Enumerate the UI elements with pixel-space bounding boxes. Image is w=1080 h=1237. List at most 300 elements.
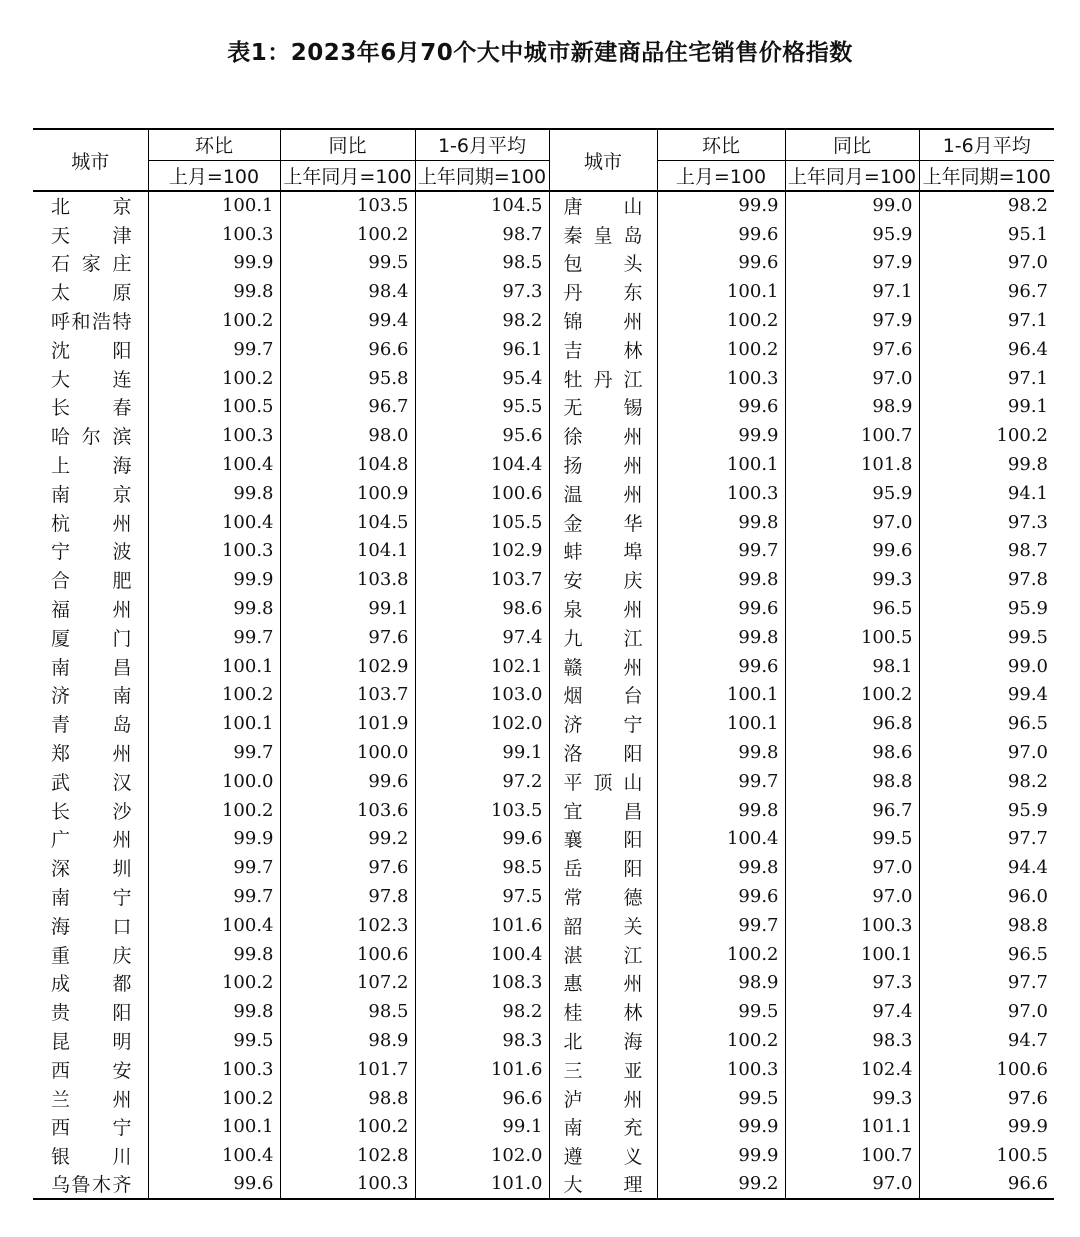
avg-cell: 96.6 — [415, 1084, 549, 1113]
city-cell: 贵阳 — [33, 997, 148, 1026]
avg-cell: 100.5 — [919, 1141, 1054, 1170]
avg-cell: 96.6 — [919, 1170, 1054, 1199]
yoy-cell: 101.9 — [280, 709, 415, 738]
table-row — [33, 508, 1054, 537]
avg-cell: 98.6 — [415, 594, 549, 623]
mom-cell: 99.6 — [657, 594, 785, 623]
yoy-cell: 102.8 — [280, 1141, 415, 1170]
header-avg-right: 1-6月平均 — [919, 129, 1054, 160]
table-row — [33, 940, 1054, 969]
table-row — [33, 277, 1054, 306]
yoy-cell: 103.8 — [280, 565, 415, 594]
yoy-cell: 97.6 — [280, 853, 415, 882]
mom-cell: 100.1 — [148, 191, 280, 220]
yoy-cell: 100.2 — [280, 220, 415, 249]
table-row — [33, 853, 1054, 882]
avg-cell: 96.7 — [919, 277, 1054, 306]
mom-cell: 99.8 — [148, 479, 280, 508]
avg-cell: 100.6 — [415, 479, 549, 508]
yoy-cell: 100.7 — [785, 1141, 919, 1170]
avg-cell: 97.4 — [415, 623, 549, 652]
yoy-cell: 97.4 — [785, 997, 919, 1026]
avg-cell: 101.0 — [415, 1170, 549, 1199]
mom-cell: 100.2 — [148, 364, 280, 393]
page-title: 表1：2023年6月70个大中城市新建商品住宅销售价格指数 — [227, 40, 853, 66]
yoy-cell: 97.6 — [280, 623, 415, 652]
city-cell: 锦州 — [549, 306, 657, 335]
city-cell: 武汉 — [33, 767, 148, 796]
mom-cell: 100.4 — [148, 508, 280, 537]
mom-cell: 100.1 — [148, 652, 280, 681]
header-yoy-base-right: 上年同月=100 — [785, 160, 919, 191]
city-cell: 重庆 — [33, 940, 148, 969]
mom-cell: 99.2 — [657, 1170, 785, 1199]
mom-cell: 99.9 — [657, 421, 785, 450]
yoy-cell: 97.0 — [785, 1170, 919, 1199]
header-mom-left: 环比 — [148, 129, 280, 160]
avg-cell: 98.2 — [919, 767, 1054, 796]
city-cell: 海口 — [33, 911, 148, 940]
yoy-cell: 100.3 — [785, 911, 919, 940]
table-row — [33, 681, 1054, 710]
mom-cell: 99.8 — [148, 940, 280, 969]
city-cell: 长沙 — [33, 796, 148, 825]
yoy-cell: 99.1 — [280, 594, 415, 623]
yoy-cell: 96.7 — [280, 393, 415, 422]
yoy-cell: 95.8 — [280, 364, 415, 393]
city-cell: 乌鲁木齐 — [33, 1170, 148, 1199]
city-cell: 西宁 — [33, 1113, 148, 1142]
mom-cell: 100.2 — [148, 969, 280, 998]
city-cell: 湛江 — [549, 940, 657, 969]
avg-cell: 94.7 — [919, 1026, 1054, 1055]
mom-cell: 100.2 — [657, 335, 785, 364]
city-cell: 宜昌 — [549, 796, 657, 825]
city-cell: 宁波 — [33, 537, 148, 566]
yoy-cell: 103.6 — [280, 796, 415, 825]
avg-cell: 98.5 — [415, 249, 549, 278]
avg-cell: 97.0 — [919, 738, 1054, 767]
table-row — [33, 1170, 1054, 1199]
table-row — [33, 393, 1054, 422]
city-cell: 南宁 — [33, 882, 148, 911]
table-row — [33, 306, 1054, 335]
yoy-cell: 102.4 — [785, 1055, 919, 1084]
avg-cell: 96.5 — [919, 709, 1054, 738]
city-cell: 长春 — [33, 393, 148, 422]
mom-cell: 99.7 — [657, 767, 785, 796]
avg-cell: 102.1 — [415, 652, 549, 681]
avg-cell: 99.6 — [415, 825, 549, 854]
mom-cell: 99.7 — [657, 911, 785, 940]
mom-cell: 100.4 — [148, 911, 280, 940]
table-row — [33, 1141, 1054, 1170]
avg-cell: 102.9 — [415, 537, 549, 566]
yoy-cell: 98.3 — [785, 1026, 919, 1055]
yoy-cell: 97.0 — [785, 882, 919, 911]
yoy-cell: 100.2 — [785, 681, 919, 710]
city-cell: 九江 — [549, 623, 657, 652]
yoy-cell: 99.3 — [785, 565, 919, 594]
avg-cell: 100.2 — [919, 421, 1054, 450]
mom-cell: 98.9 — [657, 969, 785, 998]
mom-cell: 99.8 — [148, 594, 280, 623]
avg-cell: 98.5 — [415, 853, 549, 882]
mom-cell: 99.8 — [657, 623, 785, 652]
yoy-cell: 97.6 — [785, 335, 919, 364]
city-cell: 三亚 — [549, 1055, 657, 1084]
avg-cell: 101.6 — [415, 911, 549, 940]
header-avg-left: 1-6月平均 — [415, 129, 549, 160]
city-cell: 牡丹江 — [549, 364, 657, 393]
mom-cell: 100.2 — [148, 1084, 280, 1113]
avg-cell: 95.9 — [919, 796, 1054, 825]
header-avg-base-left: 上年同期=100 — [415, 160, 549, 191]
header-mom-base-right: 上月=100 — [657, 160, 785, 191]
avg-cell: 104.4 — [415, 450, 549, 479]
yoy-cell: 100.3 — [280, 1170, 415, 1199]
avg-cell: 98.7 — [415, 220, 549, 249]
yoy-cell: 100.7 — [785, 421, 919, 450]
yoy-cell: 98.9 — [280, 1026, 415, 1055]
avg-cell: 98.3 — [415, 1026, 549, 1055]
avg-cell: 99.0 — [919, 652, 1054, 681]
city-cell: 唐山 — [549, 191, 657, 220]
city-cell: 温州 — [549, 479, 657, 508]
mom-cell: 100.3 — [657, 1055, 785, 1084]
header-city-left: 城市 — [33, 129, 148, 191]
mom-cell: 99.8 — [148, 997, 280, 1026]
avg-cell: 98.8 — [919, 911, 1054, 940]
city-cell: 呼和浩特 — [33, 306, 148, 335]
city-cell: 昆明 — [33, 1026, 148, 1055]
city-cell: 合肥 — [33, 565, 148, 594]
avg-cell: 105.5 — [415, 508, 549, 537]
mom-cell: 100.1 — [657, 681, 785, 710]
mom-cell: 100.0 — [148, 767, 280, 796]
avg-cell: 97.1 — [919, 364, 1054, 393]
mom-cell: 100.3 — [657, 364, 785, 393]
city-cell: 泸州 — [549, 1084, 657, 1113]
header-yoy-left: 同比 — [280, 129, 415, 160]
yoy-cell: 98.0 — [280, 421, 415, 450]
city-cell: 成都 — [33, 969, 148, 998]
yoy-cell: 107.2 — [280, 969, 415, 998]
avg-cell: 97.8 — [919, 565, 1054, 594]
avg-cell: 98.2 — [415, 306, 549, 335]
table-row — [33, 594, 1054, 623]
avg-cell: 97.0 — [919, 249, 1054, 278]
mom-cell: 99.6 — [657, 882, 785, 911]
mom-cell: 99.7 — [657, 537, 785, 566]
yoy-cell: 96.6 — [280, 335, 415, 364]
table-row — [33, 709, 1054, 738]
city-cell: 北京 — [33, 191, 148, 220]
avg-cell: 95.4 — [415, 364, 549, 393]
yoy-cell: 99.2 — [280, 825, 415, 854]
yoy-cell: 100.1 — [785, 940, 919, 969]
mom-cell: 100.3 — [148, 421, 280, 450]
mom-cell: 99.7 — [148, 623, 280, 652]
table-row — [33, 825, 1054, 854]
mom-cell: 99.9 — [148, 825, 280, 854]
yoy-cell: 101.1 — [785, 1113, 919, 1142]
mom-cell: 100.3 — [148, 220, 280, 249]
mom-cell: 99.6 — [657, 220, 785, 249]
city-cell: 桂林 — [549, 997, 657, 1026]
city-cell: 安庆 — [549, 565, 657, 594]
yoy-cell: 100.6 — [280, 940, 415, 969]
mom-cell: 99.5 — [657, 997, 785, 1026]
header-yoy-right: 同比 — [785, 129, 919, 160]
city-cell: 大理 — [549, 1170, 657, 1199]
table-row — [33, 997, 1054, 1026]
city-cell: 惠州 — [549, 969, 657, 998]
yoy-cell: 98.6 — [785, 738, 919, 767]
city-cell: 石家庄 — [33, 249, 148, 278]
mom-cell: 99.6 — [148, 1170, 280, 1199]
yoy-cell: 99.6 — [280, 767, 415, 796]
table-row — [33, 623, 1054, 652]
table-row — [33, 479, 1054, 508]
mom-cell: 100.2 — [657, 306, 785, 335]
table-row — [33, 911, 1054, 940]
yoy-cell: 98.1 — [785, 652, 919, 681]
city-cell: 包头 — [549, 249, 657, 278]
mom-cell: 100.3 — [148, 537, 280, 566]
mom-cell: 100.2 — [148, 681, 280, 710]
mom-cell: 99.9 — [148, 249, 280, 278]
city-cell: 无锡 — [549, 393, 657, 422]
header-row-1 — [33, 129, 1054, 160]
mom-cell: 100.2 — [657, 940, 785, 969]
avg-cell: 97.7 — [919, 969, 1054, 998]
header-mom-right: 环比 — [657, 129, 785, 160]
mom-cell: 99.7 — [148, 335, 280, 364]
avg-cell: 97.3 — [415, 277, 549, 306]
city-cell: 沈阳 — [33, 335, 148, 364]
city-cell: 青岛 — [33, 709, 148, 738]
yoy-cell: 98.8 — [280, 1084, 415, 1113]
yoy-cell: 97.9 — [785, 249, 919, 278]
city-cell: 平顶山 — [549, 767, 657, 796]
avg-cell: 99.4 — [919, 681, 1054, 710]
mom-cell: 99.8 — [657, 738, 785, 767]
mom-cell: 99.8 — [657, 565, 785, 594]
yoy-cell: 99.0 — [785, 191, 919, 220]
mom-cell: 99.9 — [657, 1113, 785, 1142]
yoy-cell: 95.9 — [785, 220, 919, 249]
avg-cell: 98.7 — [919, 537, 1054, 566]
table-row — [33, 565, 1054, 594]
yoy-cell: 98.8 — [785, 767, 919, 796]
avg-cell: 102.0 — [415, 1141, 549, 1170]
avg-cell: 97.5 — [415, 882, 549, 911]
price-index-table — [33, 128, 1054, 1200]
header-mom-base-left: 上月=100 — [148, 160, 280, 191]
city-cell: 上海 — [33, 450, 148, 479]
table-row — [33, 450, 1054, 479]
avg-cell: 97.7 — [919, 825, 1054, 854]
mom-cell: 100.4 — [148, 450, 280, 479]
mom-cell: 99.8 — [657, 796, 785, 825]
mom-cell: 100.1 — [657, 277, 785, 306]
city-cell: 大连 — [33, 364, 148, 393]
city-cell: 天津 — [33, 220, 148, 249]
avg-cell: 94.1 — [919, 479, 1054, 508]
city-cell: 厦门 — [33, 623, 148, 652]
city-cell: 福州 — [33, 594, 148, 623]
city-cell: 扬州 — [549, 450, 657, 479]
city-cell: 深圳 — [33, 853, 148, 882]
mom-cell: 99.7 — [148, 882, 280, 911]
table-row — [33, 220, 1054, 249]
mom-cell: 99.5 — [148, 1026, 280, 1055]
mom-cell: 100.3 — [657, 479, 785, 508]
city-cell: 常德 — [549, 882, 657, 911]
mom-cell: 100.2 — [148, 796, 280, 825]
mom-cell: 99.7 — [148, 853, 280, 882]
mom-cell: 99.7 — [148, 738, 280, 767]
mom-cell: 100.1 — [657, 450, 785, 479]
avg-cell: 95.6 — [415, 421, 549, 450]
table-row — [33, 249, 1054, 278]
mom-cell: 100.4 — [657, 825, 785, 854]
avg-cell: 97.1 — [919, 306, 1054, 335]
avg-cell: 98.2 — [919, 191, 1054, 220]
mom-cell: 99.8 — [657, 508, 785, 537]
yoy-cell: 100.2 — [280, 1113, 415, 1142]
mom-cell: 99.8 — [148, 277, 280, 306]
city-cell: 广州 — [33, 825, 148, 854]
yoy-cell: 102.3 — [280, 911, 415, 940]
table-row — [33, 1084, 1054, 1113]
yoy-cell: 95.9 — [785, 479, 919, 508]
yoy-cell: 98.4 — [280, 277, 415, 306]
city-cell: 济宁 — [549, 709, 657, 738]
avg-cell: 99.5 — [919, 623, 1054, 652]
table-row — [33, 191, 1054, 220]
city-cell: 银川 — [33, 1141, 148, 1170]
yoy-cell: 100.9 — [280, 479, 415, 508]
avg-cell: 97.3 — [919, 508, 1054, 537]
avg-cell: 97.2 — [415, 767, 549, 796]
avg-cell: 97.6 — [919, 1084, 1054, 1113]
yoy-cell: 99.3 — [785, 1084, 919, 1113]
yoy-cell: 99.4 — [280, 306, 415, 335]
avg-cell: 100.6 — [919, 1055, 1054, 1084]
yoy-cell: 101.8 — [785, 450, 919, 479]
city-cell: 襄阳 — [549, 825, 657, 854]
mom-cell: 99.9 — [148, 565, 280, 594]
mom-cell: 99.6 — [657, 393, 785, 422]
table-row — [33, 969, 1054, 998]
table-row — [33, 364, 1054, 393]
yoy-cell: 96.5 — [785, 594, 919, 623]
yoy-cell: 97.1 — [785, 277, 919, 306]
yoy-cell: 96.7 — [785, 796, 919, 825]
yoy-cell: 97.0 — [785, 364, 919, 393]
mom-cell: 100.2 — [148, 306, 280, 335]
avg-cell: 96.0 — [919, 882, 1054, 911]
city-cell: 赣州 — [549, 652, 657, 681]
mom-cell: 99.6 — [657, 652, 785, 681]
avg-cell: 95.5 — [415, 393, 549, 422]
table-row — [33, 796, 1054, 825]
mom-cell: 100.4 — [148, 1141, 280, 1170]
yoy-cell: 99.5 — [785, 825, 919, 854]
header-avg-base-right: 上年同期=100 — [919, 160, 1054, 191]
yoy-cell: 100.0 — [280, 738, 415, 767]
mom-cell: 100.5 — [148, 393, 280, 422]
avg-cell: 98.2 — [415, 997, 549, 1026]
yoy-cell: 99.5 — [280, 249, 415, 278]
avg-cell: 96.5 — [919, 940, 1054, 969]
yoy-cell: 101.7 — [280, 1055, 415, 1084]
city-cell: 蚌埠 — [549, 537, 657, 566]
avg-cell: 94.4 — [919, 853, 1054, 882]
table-row — [33, 882, 1054, 911]
city-cell: 西安 — [33, 1055, 148, 1084]
avg-cell: 95.9 — [919, 594, 1054, 623]
city-cell: 南京 — [33, 479, 148, 508]
mom-cell: 99.8 — [657, 853, 785, 882]
mom-cell: 100.1 — [148, 709, 280, 738]
yoy-cell: 97.9 — [785, 306, 919, 335]
yoy-cell: 97.0 — [785, 853, 919, 882]
avg-cell: 100.4 — [415, 940, 549, 969]
avg-cell: 108.3 — [415, 969, 549, 998]
avg-cell: 99.8 — [919, 450, 1054, 479]
yoy-cell: 97.0 — [785, 508, 919, 537]
avg-cell: 103.7 — [415, 565, 549, 594]
avg-cell: 101.6 — [415, 1055, 549, 1084]
city-cell: 济南 — [33, 681, 148, 710]
table-row — [33, 335, 1054, 364]
city-cell: 南昌 — [33, 652, 148, 681]
mom-cell: 99.9 — [657, 1141, 785, 1170]
city-cell: 泉州 — [549, 594, 657, 623]
header-yoy-base-left: 上年同月=100 — [280, 160, 415, 191]
avg-cell: 99.1 — [415, 1113, 549, 1142]
yoy-cell: 104.5 — [280, 508, 415, 537]
city-cell: 韶关 — [549, 911, 657, 940]
yoy-cell: 97.3 — [785, 969, 919, 998]
table-body — [33, 191, 1054, 1199]
yoy-cell: 102.9 — [280, 652, 415, 681]
table-row — [33, 1113, 1054, 1142]
city-cell: 徐州 — [549, 421, 657, 450]
header-row-2 — [33, 160, 1054, 191]
city-cell: 洛阳 — [549, 738, 657, 767]
mom-cell: 99.5 — [657, 1084, 785, 1113]
city-cell: 北海 — [549, 1026, 657, 1055]
yoy-cell: 98.9 — [785, 393, 919, 422]
yoy-cell: 104.8 — [280, 450, 415, 479]
yoy-cell: 98.5 — [280, 997, 415, 1026]
header-city-right: 城市 — [549, 129, 657, 191]
mom-cell: 100.1 — [657, 709, 785, 738]
table-row — [33, 1055, 1054, 1084]
city-cell: 丹东 — [549, 277, 657, 306]
avg-cell: 95.1 — [919, 220, 1054, 249]
table-row — [33, 421, 1054, 450]
mom-cell: 100.1 — [148, 1113, 280, 1142]
city-cell: 太原 — [33, 277, 148, 306]
city-cell: 哈尔滨 — [33, 421, 148, 450]
yoy-cell: 96.8 — [785, 709, 919, 738]
city-cell: 杭州 — [33, 508, 148, 537]
